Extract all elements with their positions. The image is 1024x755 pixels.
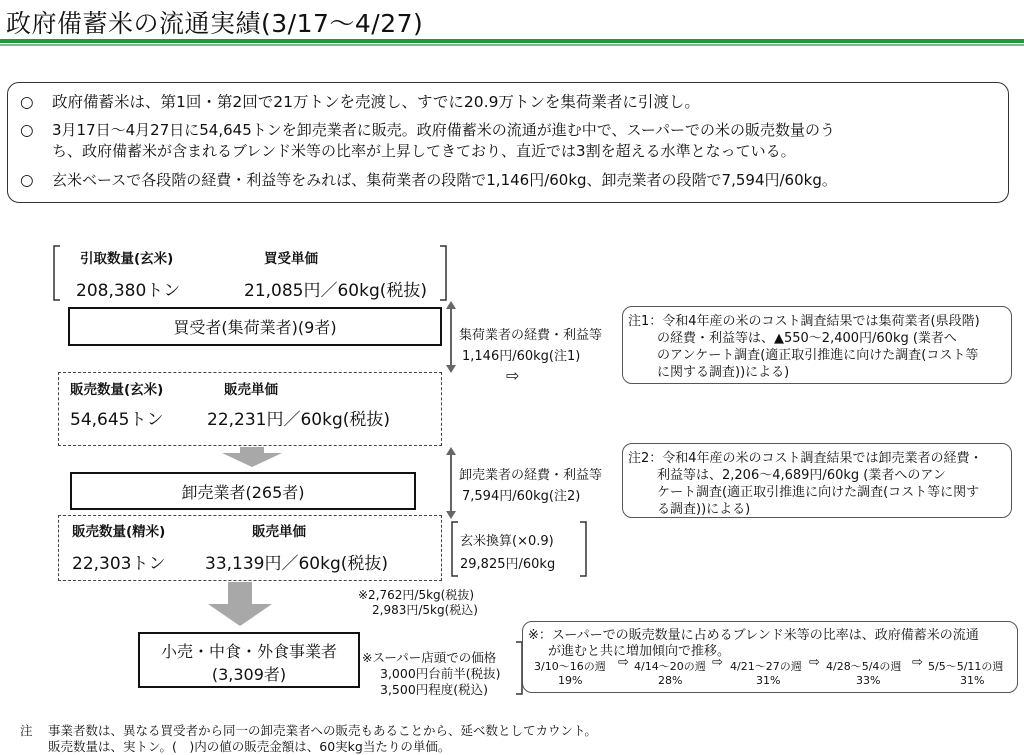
store-price-line2: 3,000円台前半(税抜)	[380, 666, 501, 681]
sale2-qty: 22,303トン	[72, 554, 166, 574]
week-value: 28%	[658, 674, 683, 687]
buyer-cost-range-arrow	[443, 300, 459, 374]
note1-line2: の経費・利益等は、▲550～2,400円/60kg (業者へ	[657, 331, 957, 346]
note2-line4: る調査))による)	[657, 502, 751, 517]
wholesaler-cost-range-arrow	[443, 446, 459, 520]
summary-line-1: 政府備蓄米は、第1回・第2回で21万トンを売渡し、すでに20.9万トンを集荷業者に引渡し。	[52, 93, 700, 111]
bullet: ○	[20, 93, 34, 111]
bullet: ○	[20, 121, 34, 139]
per5kg-line1: ※2,762円/5kg(税抜)	[358, 588, 475, 602]
footnote-line2: 販売数量は、実トン。( )内の値の販売金額は、60実kg当たりの単価。	[48, 739, 451, 754]
buyer-cost-line2: 1,146円/60kg(注1)	[462, 349, 581, 364]
note1-line1: 注1：令和4年産の米のコスト調査結果では集荷業者(県段階)	[628, 314, 980, 329]
down-arrow-icon	[208, 582, 272, 626]
buyer-label: 買受者(集荷業者)(9者)	[173, 318, 337, 337]
sale1-price: 22,231円／60kg(税抜)	[207, 410, 391, 430]
store-price-line3: 3,500円程度(税込)	[380, 682, 489, 697]
bullet: ○	[20, 171, 34, 189]
intake-qty-label: 引取数量(玄米)	[80, 251, 174, 267]
week-label: 5/5～5/11の週	[928, 660, 1004, 673]
week-label: 4/28～5/4の週	[826, 660, 902, 673]
note1-line4: に関する調査))による)	[657, 365, 790, 380]
note2-line1: 注2：令和4年産の米のコスト調査結果では卸売業者の経費・	[628, 451, 983, 466]
week-value: 19%	[558, 674, 583, 687]
week-value: 31%	[960, 674, 985, 687]
right-arrow-icon: ⇨	[618, 655, 629, 670]
right-arrow-icon: ⇨	[712, 655, 723, 670]
note2-line2: 利益等は、2,206～4,689円/60kg (業者へのアン	[657, 468, 946, 483]
retail-line2: (3,309者)	[211, 665, 287, 684]
note1-line3: のアンケート調査(適正取引推進に向けた調査(コスト等	[657, 348, 979, 363]
right-arrow-icon: ⇨	[506, 366, 520, 385]
sale2-price: 33,139円／60kg(税抜)	[205, 554, 389, 574]
title-underline-secondary	[0, 44, 1024, 46]
down-arrow-icon	[222, 447, 282, 467]
conversion-line1: 玄米換算(×0.9)	[460, 534, 554, 549]
title-underline	[0, 39, 1024, 43]
summary-line-3: ち、政府備蓄米が含まれるブレンド米等の比率が上昇してきており、直近では3割を超える水準となっている。	[52, 142, 796, 160]
right-arrow-icon: ⇨	[912, 655, 923, 670]
note2-line3: ケート調査(適正取引推進に向けた調査(コスト等に関す	[657, 485, 980, 500]
sale1-qty: 54,645トン	[70, 410, 164, 430]
sale1-qty-label: 販売数量(玄米)	[70, 382, 164, 398]
week-label: 3/10～16の週	[534, 660, 606, 673]
week-value: 33%	[856, 674, 881, 687]
summary-line-4: 玄米ベースで各段階の経費・利益等をみれば、集荷業者の段階で1,146円/60kg、卸売業者の段階で7,594円/60kg。	[52, 171, 837, 189]
footnote-line1: 事業者数は、異なる買受者から同一の卸売業者への販売もあることから、延べ数としてカウント。	[48, 723, 597, 738]
week-label: 4/14～20の週	[634, 660, 706, 673]
intake-price-label: 買受単価	[264, 251, 318, 267]
wholesaler-cost-line2: 7,594円/60kg(注2)	[462, 489, 581, 504]
footnote-mark: 注	[20, 723, 33, 738]
sale2-price-label: 販売単価	[252, 524, 306, 540]
sale2-qty-label: 販売数量(精米)	[72, 524, 166, 540]
store-price-line1: ※スーパー店頭での価格	[362, 650, 497, 665]
intake-price: 21,085円／60kg(税抜)	[244, 281, 428, 301]
right-arrow-icon: ⇨	[809, 655, 820, 670]
sale1-price-label: 販売単価	[224, 382, 278, 398]
page-title: 政府備蓄米の流通実績(3/17～4/27)	[6, 9, 424, 38]
wholesaler-cost-line1: 卸売業者の経費・利益等	[459, 468, 603, 483]
conversion-line2: 29,825円/60kg	[460, 557, 556, 572]
buyer-cost-line1: 集荷業者の経費・利益等	[459, 328, 603, 343]
week-label: 4/21～27の週	[730, 660, 802, 673]
blend-line1: ※：スーパーでの販売数量に占めるブレンド米等の比率は、政府備蓄米の流通	[528, 628, 979, 643]
intake-qty: 208,380トン	[76, 281, 181, 301]
week-value: 31%	[756, 674, 781, 687]
wholesaler-label: 卸売業者(265者)	[181, 482, 305, 502]
blend-line2: が進むと共に増加傾向で推移。	[548, 644, 731, 659]
per5kg-line2: 2,983円/5kg(税込)	[372, 603, 478, 617]
retail-line1: 小売・中食・外食事業者	[160, 642, 337, 661]
summary-line-2: 3月17日～4月27日に54,645トンを卸売業者に販売。政府備蓄米の流通が進む中で、スーパーでの米の販売数量のう	[52, 121, 835, 139]
buyer-box	[68, 307, 442, 346]
wholesaler-box	[70, 472, 416, 510]
